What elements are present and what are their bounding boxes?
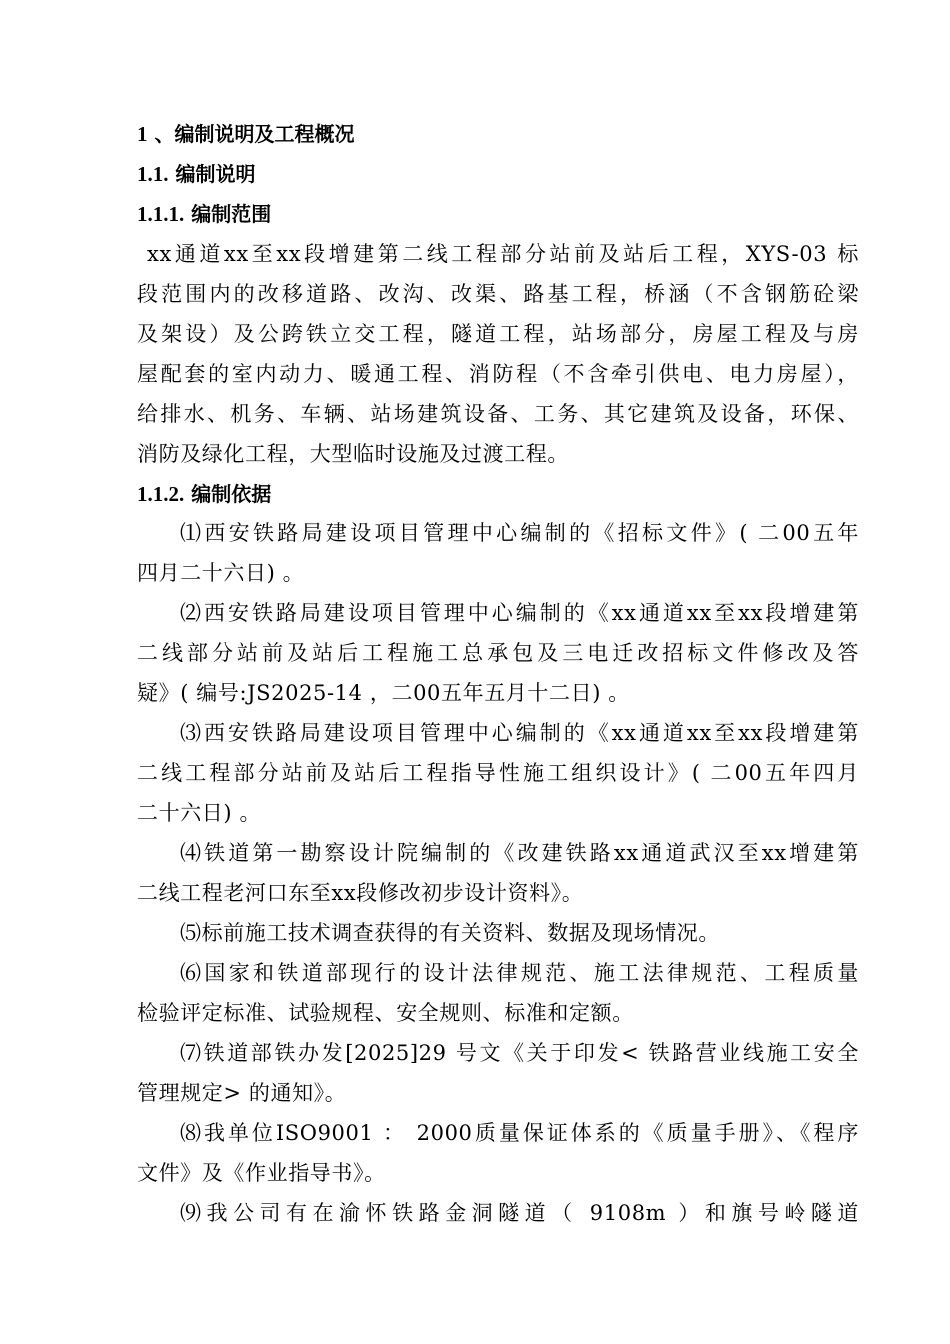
basis-line: 二线工程部分站前及站后工程指导性施工组织设计》( 二00五年四月 [137,761,859,785]
scope-line: 屋配套的室内动力、暖通工程、消防程（不含牵引供电、电力房屋）， [137,362,859,386]
basis-line: ⑻我单位ISO9001 ： 2000质量保证体系的《质量手册》、《程序 [180,1121,859,1145]
basis-line: ⑴西安铁路局建设项目管理中心编制的《招标文件》( 二00五年 [180,521,859,545]
basis-line: ⑵西安铁路局建设项目管理中心编制的《xx通道xx至xx段增建第 [180,601,859,625]
basis-line: 管理规定> 的通知》。 [137,1081,347,1105]
basis-line: ⑼我公司有在渝怀铁路金洞隧道（ 9108m ）和旗号岭隧道 [180,1201,859,1225]
basis-line: ⑹国家和铁道部现行的设计法律规范、施工法律规范、工程质量 [180,961,859,985]
basis-line: ⑺铁道部铁办发[2025]29 号文《关于印发< 铁路营业线施工安全 [180,1041,859,1065]
scope-line: xx通道xx至xx段增建第二线工程部分站前及站后工程，XYS-03 标 [147,242,859,266]
scope-line: 及架设）及公跨铁立交工程，隧道工程，站场部分，房屋工程及与房 [137,322,859,346]
basis-line: 二线工程老河口东至xx段修改初步设计资料》。 [137,881,584,905]
basis-line: 疑》( 编号:JS2025-14 ，二00五年五月十二日) 。 [137,681,630,705]
section-heading-1: 1 、编制说明及工程概况 [137,122,355,146]
section-heading-1-1-2: 1.1.2. 编制依据 [137,482,272,506]
section-heading-1-1-1: 1.1.1. 编制范围 [137,202,272,226]
scope-line: 段范围内的改移道路、改沟、改渠、路基工程，桥涵（不含钢筋砼梁 [137,282,859,306]
basis-line: ⑶西安铁路局建设项目管理中心编制的《xx通道xx至xx段增建第 [180,721,859,745]
basis-line: 二线部分站前及站后工程施工总承包及三电迁改招标文件修改及答 [137,641,859,665]
scope-line: 给排水、机务、车辆、站场建筑设备、工务、其它建筑及设备，环保、 [137,402,859,426]
basis-line: 四月二十六日) 。 [137,561,305,585]
basis-line: ⑷铁道第一勘察设计院编制的《改建铁路xx通道武汉至xx增建第 [180,841,859,865]
basis-line: 二十六日) 。 [137,801,262,825]
scope-line: 消防及绿化工程，大型临时设施及过渡工程。 [137,442,569,466]
basis-line: 检验评定标准、试验规程、安全规则、标准和定额。 [137,1001,634,1025]
basis-line: 文件》及《作业指导书》。 [137,1161,386,1185]
section-heading-1-1: 1.1. 编制说明 [137,162,256,186]
basis-line: ⑸标前施工技术调查获得的有关资料、数据及现场情况。 [180,921,720,945]
